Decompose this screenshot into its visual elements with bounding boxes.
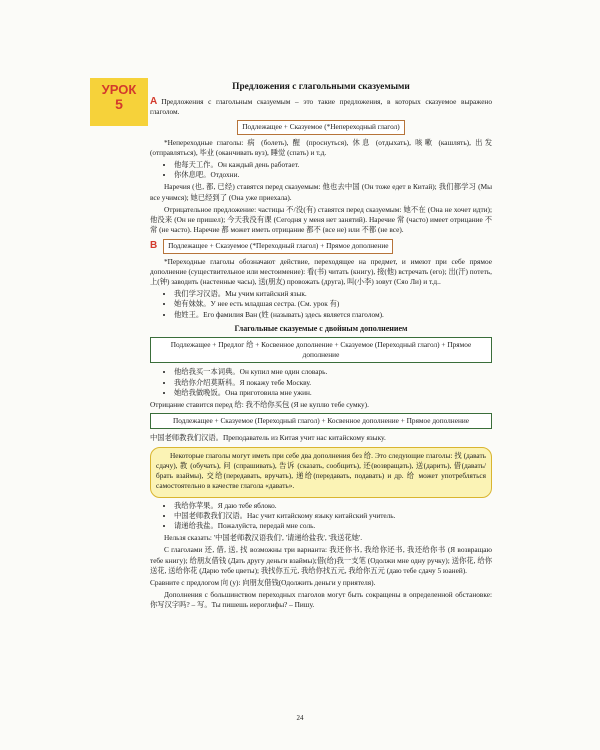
double-examples-1 (150, 367, 492, 398)
lesson-word: УРОК (101, 82, 137, 97)
section-b-examples (150, 289, 492, 320)
list-item: • 她有妹妹。У нее есть младшая сестра. (См. урок 有) (174, 299, 492, 309)
three-variants: С глаголами 还, 借, 送, 找 возможны три варианта: 我还你书, 我给你还书, 我还给你书 (Я возвращаю тебе книгу); 给朋友借钱 (Дать другу деньги взаймы);借(给)我一支笔 (Одолжи мне одну ручку); 送你花, 给你送花, 送给你花 (Дарю тебе цветы); 我找你五元, 我给你找五元, 我给你五元 (даю тебе сдачу 5 юаней). (150, 545, 492, 575)
list-item: • 他给我买一本词典。Он купил мне один словарь. (174, 367, 492, 377)
section-a-formula-wrap (150, 120, 492, 134)
double-formula-1: Подлежащее + Предлог 给 + Косвенное дополнение + Сказуемое (Переходный глагол) + Прямое дополнение (150, 337, 492, 363)
lesson-badge (90, 78, 148, 126)
reduction-note: Дополнения с большинством переходных глаголов могут быть сокращены в определенной обстановке: 你写汉字吗? – 写。Ты пишешь иероглифы? – Пишу. (150, 590, 492, 610)
cannot-say: Нельзя сказать: '中国老师教汉语我们', '请递给盐我', '我送花她'. (164, 533, 363, 543)
intransitive-verbs: *Непереходные глаголы: 病 (болеть), 醒 (проснуться), 休息 (отдыхать), 咳嗽 (кашлять), 出发 (отправляться), 毕业 (оканчивать вуз), 睡觉 (спать) и т.д. (150, 137, 492, 157)
list-item: • 她给我做晚饭。Она приготовила мне ужин. (174, 388, 492, 398)
double-sample: 中国老师教我们汉语。Преподаватель из Китая учит нас китайскому языку. (150, 433, 386, 443)
compare-preposition: Сравните с предлогом 向 (у): 向朋友借钱(Одолжить деньги у приятеля). (150, 577, 376, 587)
section-a-intro (150, 97, 492, 117)
page-title: Предложения с глагольными сказуемыми (232, 82, 410, 92)
list-item: • 他每天工作。Он каждый день работает. (174, 160, 492, 170)
section-b-header (150, 239, 492, 253)
section-b-formula: Подлежащее + Сказуемое (*Переходный глагол) + Прямое дополнение (163, 239, 393, 253)
page-number: 24 (296, 714, 304, 722)
section-a-examples (150, 160, 492, 180)
double-formula-2: Подлежащее + Сказуемое (Переходный глагол) + Косвенное дополнение + Прямое дополнение (150, 413, 492, 429)
list-item: • 我给你苹果。Я даю тебе яблоко. (174, 501, 492, 511)
list-item: • 请递给我盐。Пожалуйста, передай мне соль. (174, 521, 492, 531)
section-b-letter: B (150, 240, 158, 252)
section-a-letter: A (150, 96, 158, 107)
double-examples-2 (150, 501, 492, 532)
list-item: • 中国老师教我们汉语。Нас учит китайскому языку китайский учитель. (174, 511, 492, 521)
section-a-intro-text: Предложения с глагольным сказуемым – это такие предложения, в которых сказуемое выражено глаголом. (150, 97, 492, 117)
lesson-number: 5 (115, 96, 123, 112)
list-item: • 我给你介绍莫斯科。Я покажу тебе Москву. (174, 378, 492, 388)
page-content (150, 82, 492, 613)
list-item: • 你休息吧。Отдохни. (174, 170, 492, 180)
highlight-note (150, 447, 492, 498)
list-item: • 他姓王。Его фамилия Ван (姓 (называть) здесь является глаголом). (174, 310, 492, 320)
double-negation: Отрицание ставится перед 给: 我不给你买包 (Я не куплю тебе сумку). (150, 400, 369, 410)
transitive-verbs: *Переходные глаголы обозначают действие, переходящее на предмет, и имеют при себе прямое дополнение (существительное или местоимение): 看(书) читать (книгу), 接(他) встречать (его); 出(汗) потеть, 上(钟) заводить (настенные часы), 送(朋友) провожать (друга), 叫(小李) зовут (Сяо Ли) и т.д.. (150, 256, 492, 287)
double-object-subtitle: Глагольные сказуемые с двойным дополнением (234, 323, 408, 333)
list-item: • 我们学习汉语。Мы учим китайский язык. (174, 289, 492, 299)
section-a-formula: Подлежащее + Сказуемое (*Непереходный глагол) (237, 120, 404, 134)
highlight-note-text: Некоторые глаголы могут иметь при себе два дополнения без 给. Это следующие глаголы: 找 (давать сдачу), 教 (обучать), 问 (спрашивать), 告诉 (сказать, сообщить), 还(возвращать), 送(дарить), 借(давать/брать взаймы), 交给(передавать, вручать), 递给(передавать, подавать) и др. 给 может употребляться самостоятельно в качестве глагола «давать». (156, 450, 486, 491)
adverbs-note: Наречия (也, 都, 已经) ставятся перед сказуемым: 他也去中国 (Он тоже едет в Китай); 我们都学习 (Мы все учимся); 她已经到了 (Она уже приехала). (150, 182, 492, 202)
negation-note: Отрицательное предложение: частицы 不/没(有) ставятся перед сказуемым: 她不在 (Она не хочет идти); 他没来 (Он не пришел); 今天我没有课 (Сегодня у меня нет занятий). Наречие 常 (часто) имеет отрицание 不常 (не часто). Наречие 都 может иметь отрицание 都不 (все не) или 不都 (не все). (150, 204, 492, 235)
